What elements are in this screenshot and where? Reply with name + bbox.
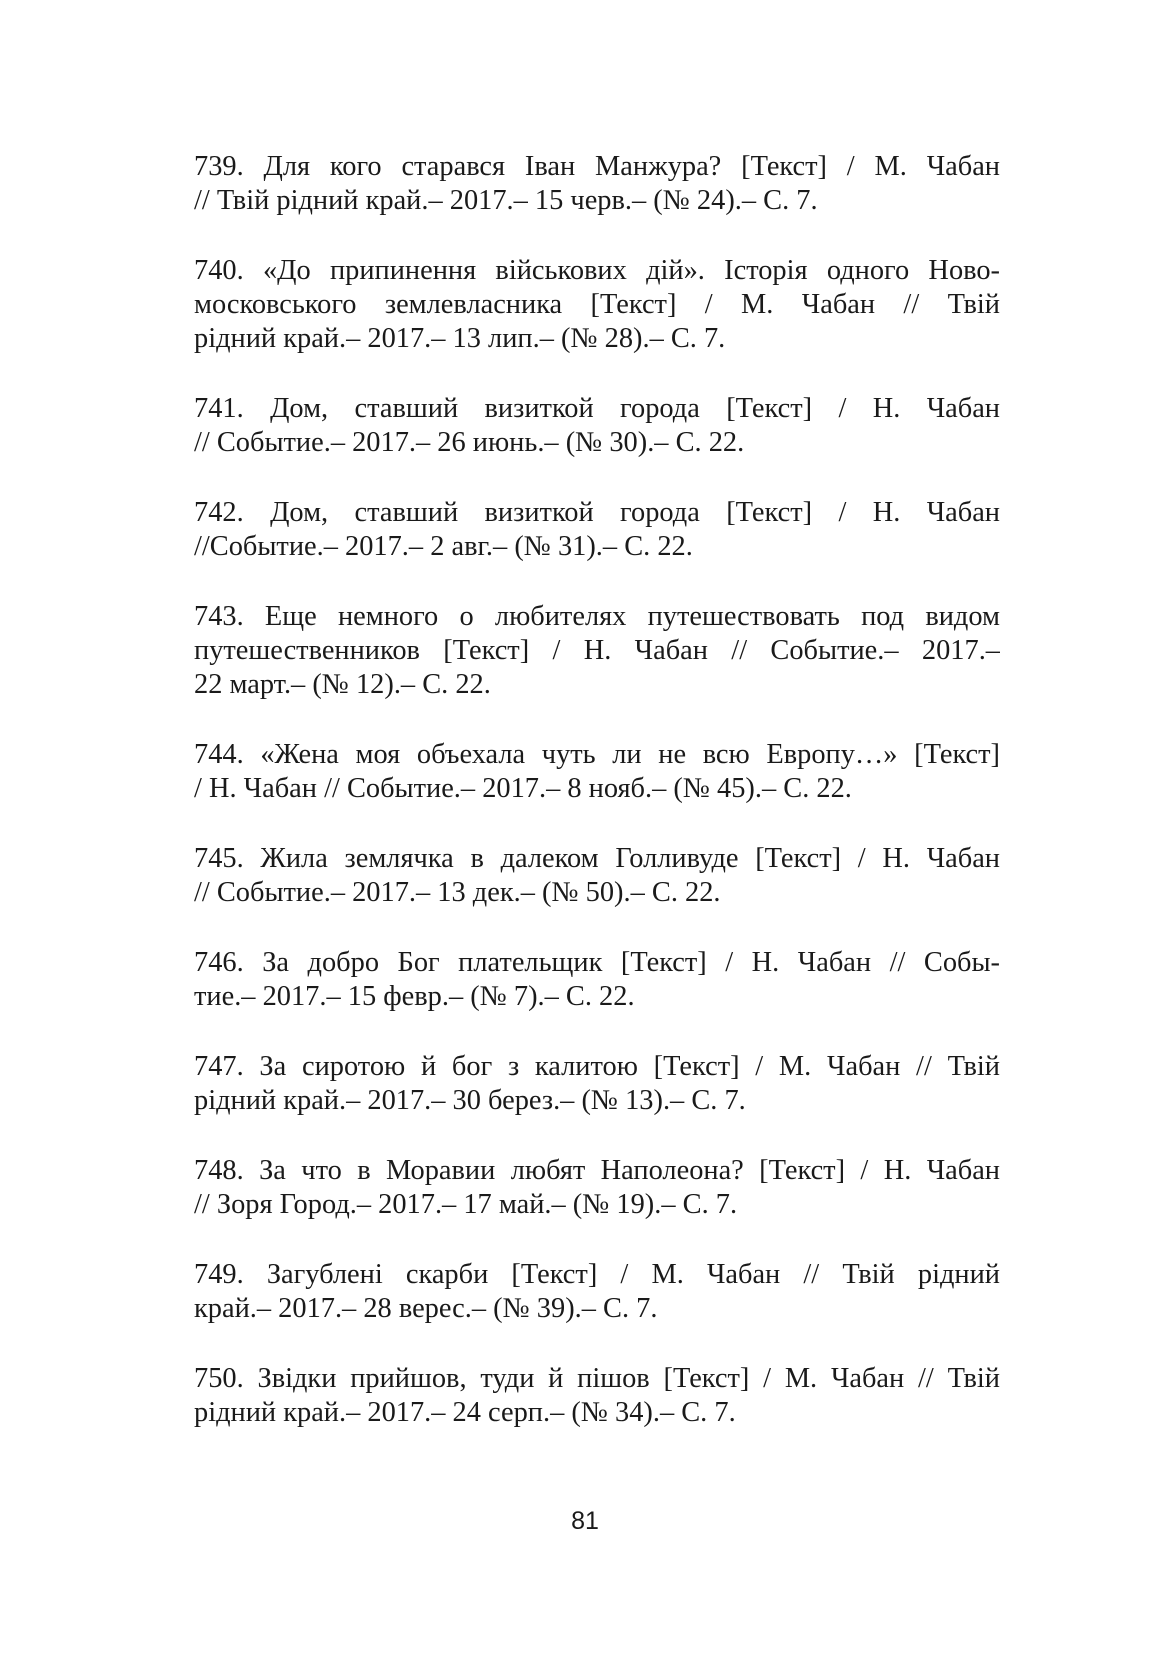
bibliography-entry-749	[194, 1258, 1000, 1326]
entry-line: рідний край.– 2017.– 24 серп.– (№ 34).– С. 7.	[194, 1397, 736, 1428]
entry-line: 739. Для кого старався Іван Манжура? [Текст] / М. Чабан	[194, 151, 1000, 182]
entry-line: 745. Жила землячка в далеком Голливуде [Текст] / Н. Чабан	[194, 843, 1000, 874]
bibliography-entry-746	[194, 946, 1000, 1014]
entry-line: 22 март.– (№ 12).– С. 22.	[194, 669, 491, 700]
bibliography-entry-748	[194, 1154, 1000, 1222]
bibliography-entry-750	[194, 1362, 1000, 1430]
entry-line: 744. «Жена моя объехала чуть ли не всю Европу…» [Текст]	[194, 739, 1000, 770]
bibliography-entry-745	[194, 842, 1000, 910]
entry-line: путешественников [Текст] / Н. Чабан // Событие.– 2017.–	[194, 635, 1000, 666]
entry-line: 748. За что в Моравии любят Наполеона? [Текст] / Н. Чабан	[194, 1155, 1000, 1186]
entry-line: / Н. Чабан // Событие.– 2017.– 8 нояб.– (№ 45).– С. 22.	[194, 773, 852, 804]
entry-line: //Событие.– 2017.– 2 авг.– (№ 31).– С. 22.	[194, 531, 693, 562]
entry-line: 750. Звідки прийшов, туди й пішов [Текст] / М. Чабан // Твій	[194, 1363, 1000, 1394]
bibliography-entry-743	[194, 600, 1000, 702]
entry-line: рідний край.– 2017.– 30 берез.– (№ 13).– С. 7.	[194, 1085, 746, 1116]
entry-line: // Событие.– 2017.– 26 июнь.– (№ 30).– С. 22.	[194, 427, 745, 458]
entry-line: тие.– 2017.– 15 февр.– (№ 7).– С. 22.	[194, 981, 635, 1012]
bibliography-list	[194, 150, 1000, 1466]
bibliography-entry-744	[194, 738, 1000, 806]
entry-line: // Зоря Город.– 2017.– 17 май.– (№ 19).– С. 7.	[194, 1189, 738, 1220]
entry-line: // Твій рідний край.– 2017.– 15 черв.– (№ 24).– С. 7.	[194, 185, 818, 216]
entry-line: 747. За сиротою й бог з калитою [Текст] / М. Чабан // Твій	[194, 1051, 1000, 1082]
entry-line: московського землевласника [Текст] / М. Чабан // Твій	[194, 289, 1000, 320]
bibliography-entry-739	[194, 150, 1000, 218]
bibliography-entry-740	[194, 254, 1000, 356]
entry-line: // Событие.– 2017.– 13 дек.– (№ 50).– С. 22.	[194, 877, 721, 908]
entry-line: 749. Загублені скарби [Текст] / М. Чабан // Твій рідний	[194, 1259, 1000, 1290]
bibliography-entry-747	[194, 1050, 1000, 1118]
entry-line: 743. Еще немного о любителях путешествовать под видом	[194, 601, 1000, 632]
entry-line: край.– 2017.– 28 верес.– (№ 39).– С. 7.	[194, 1293, 658, 1324]
entry-line: рідний край.– 2017.– 13 лип.– (№ 28).– С. 7.	[194, 323, 726, 354]
entry-line: 746. За добро Бог плательщик [Текст] / Н. Чабан // Собы-	[194, 947, 1000, 978]
entry-line: 742. Дом, ставший визиткой города [Текст] / Н. Чабан	[194, 497, 1000, 528]
entry-line: 741. Дом, ставший визиткой города [Текст] / Н. Чабан	[194, 393, 1000, 424]
bibliography-entry-741	[194, 392, 1000, 460]
page-number: 81	[571, 1507, 599, 1535]
bibliography-entry-742	[194, 496, 1000, 564]
entry-line: 740. «До припинення військових дій». Історія одного Ново-	[194, 255, 1000, 286]
